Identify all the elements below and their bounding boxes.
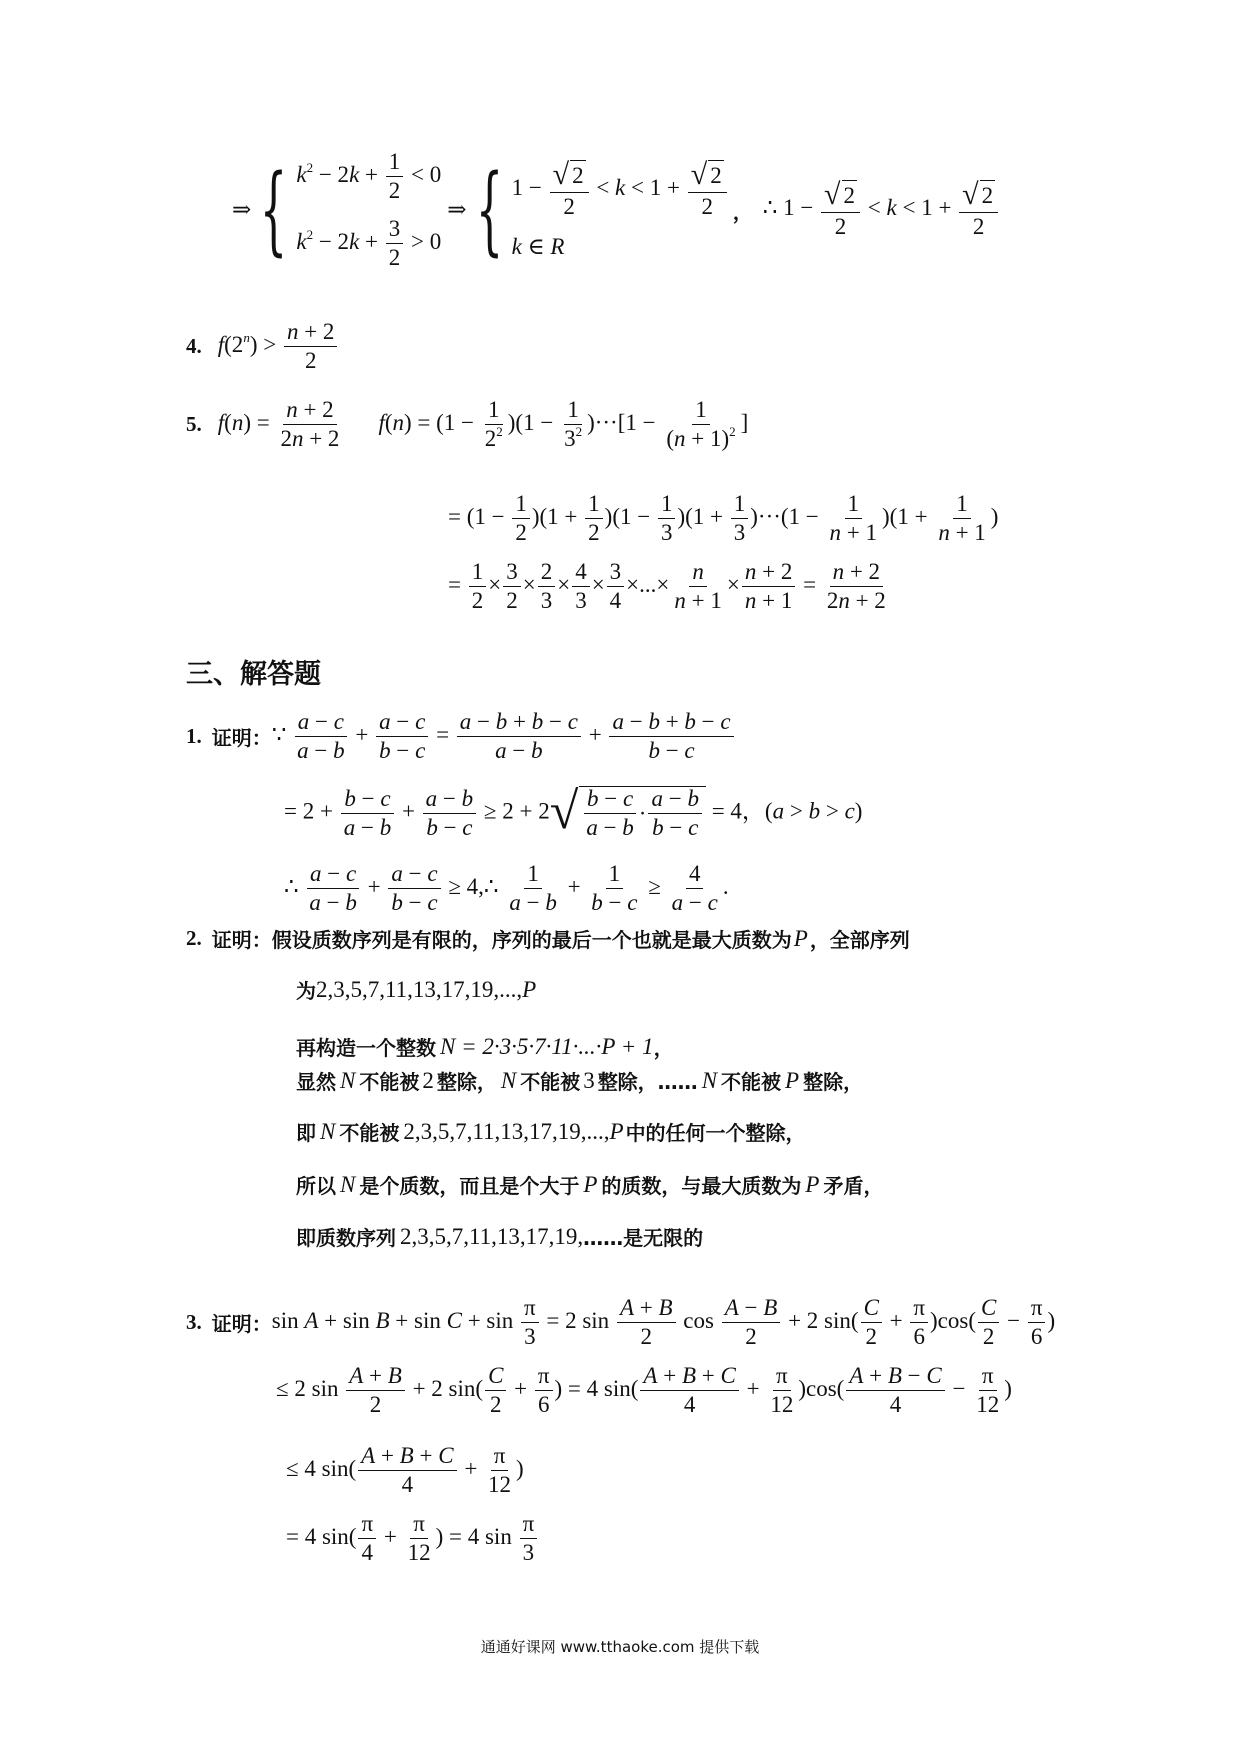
item-number: 2. <box>186 926 202 950</box>
q3-line-2: ≤ 2 sin $\frac{A + B}{2}$ + 2 sin( $\frac{C}{2}$ + $\frac{\pi}{6}$ ) = 4 sin( $\frac{A + B + C}{4}$ + $\frac{\pi}{12}$ )cos( $\frac{A + B - C}{4}$ − $\frac{\pi}{12}$ ) <box>276 1363 1012 1418</box>
item-5-step-1: = (1 − $\frac{1}{2}$ )(1 + $\frac{1}{2}$ )(1 − $\frac{1}{3}$ )(1 + $\frac{1}{3}$ )···(1 − $\frac{1}{n + 1}$ )(1 + $\frac{1}{n + 1}$ ) <box>448 491 999 546</box>
item-number: 5. <box>186 412 202 437</box>
item-number: 4. <box>186 334 202 359</box>
item-4: 4. $f(2^n)$ > $\frac{n + 2}{2}$ <box>186 320 339 373</box>
proof-label: 证明： <box>211 726 272 751</box>
page-footer: 通通好课网 www.tthaoke.com 提供下载 <box>480 1638 760 1656</box>
q1-line-1: 1. 证明： ∵ $\frac{a - c}{a - b}$ + $\frac{a - c}{b - c}$ = $\frac{a - b + b - c}{a - b}$ + $\frac{a - b + b - c}{b - c}$ <box>186 710 736 763</box>
q2-line-4: 显然 N 不能被 2 整除， N 不能被 3 整除，…… N 不能被 P 整除， <box>296 1067 864 1094</box>
q3-line-3: ≤ 4 sin( $\frac{A + B + C}{4}$ + $\frac{\pi}{12}$ ) <box>286 1443 524 1498</box>
q2-line-1: 2. 证明：假设质数序列是有限的，序列的最后一个也就是最大质数为 P ，全部序列 <box>186 925 910 952</box>
q1-line-3: ∴ $\frac{a - c}{a - b}$ + $\frac{a - c}{b - c}$ ≥ 4,∴ $\frac{1}{a - b}$ + $\frac{1}{b - c}$ ≥ $\frac{4}{a - c}$ . <box>284 861 729 916</box>
item-5-step-2: = $\frac{1}{2}$ × $\frac{3}{2}$ × $\frac{2}{3}$ × $\frac{4}{3}$ × $\frac{3}{4}$ ×...× $\frac{n}{n + 1}$ × $\frac{n + 2}{n + 1}$ = $\frac{n + 2}{2n + 2}$ <box>448 559 886 614</box>
q2-line-6: 所以 N 是个质数，而且是个大于 P 的质数，与最大质数为 P 矛盾， <box>296 1171 884 1198</box>
q1-line-2: = 2 + $\frac{b - c}{a - b}$ + $\frac{a - b}{b - c}$ ≥ 2 + 2 √ $\frac{b - c}{a - b}$ · $\frac{a - b}{b - c}$ = 4，(a > b > c) <box>284 783 863 841</box>
k-range-derivation: ⇒ { $k^2 - 2k$ + $\frac{1}{2}$ < 0 $k^2 - 2k$ + $\frac{3}{2}$ > 0 ⇒ { 1 − √ 2 2 < k < 1 + √ 2 2 k ∈ R ， ∴ 1 − √ 2 2 < k < 1 + √ 2 2 <box>232 150 1000 270</box>
q2-line-7: 即质数序列 2,3,5,7,11,13,17,19, ……是无限的 <box>296 1223 704 1250</box>
section-heading: 三、解答题 <box>186 659 321 690</box>
item-number: 3. <box>186 1310 202 1335</box>
item-number: 1. <box>186 724 202 749</box>
q3-line-4: = 4 sin( $\frac{\pi}{4}$ + $\frac{\pi}{12}$ ) = 4 sin $\frac{\pi}{3}$ <box>286 1512 539 1565</box>
proof-label: 证明： <box>211 1312 272 1337</box>
item-5: 5. f(n) = $\frac{n + 2}{2n + 2}$ f(n) = (1 − $\frac{1}{2^2}$ )(1 − $\frac{1}{3^2}$ )···[1 − $\frac{1}{(n + 1)^2}$ ] <box>186 397 749 452</box>
q3-line-1: 3. 证明： sin A + sin B + sin C + sin $\frac{\pi}{3}$ = 2 sin $\frac{A + B}{2}$ cos $\frac{A - B}{2}$ + 2 sin( $\frac{C}{2}$ + $\frac{\pi}{6}$ )cos( $\frac{C}{2}$ − $\frac{\pi}{6}$ ) <box>186 1295 1056 1350</box>
q2-line-3: 再构造一个整数 N = 2·3·5·7·11·...·P + 1 ， <box>296 1033 674 1060</box>
q2-line-5: 即 N 不能被 2,3,5,7,11,13,17,19,..., P 中的任何一个整除， <box>296 1118 806 1145</box>
q2-line-2: 为 2,3,5,7,11,13,17,19,..., P <box>296 976 537 1003</box>
